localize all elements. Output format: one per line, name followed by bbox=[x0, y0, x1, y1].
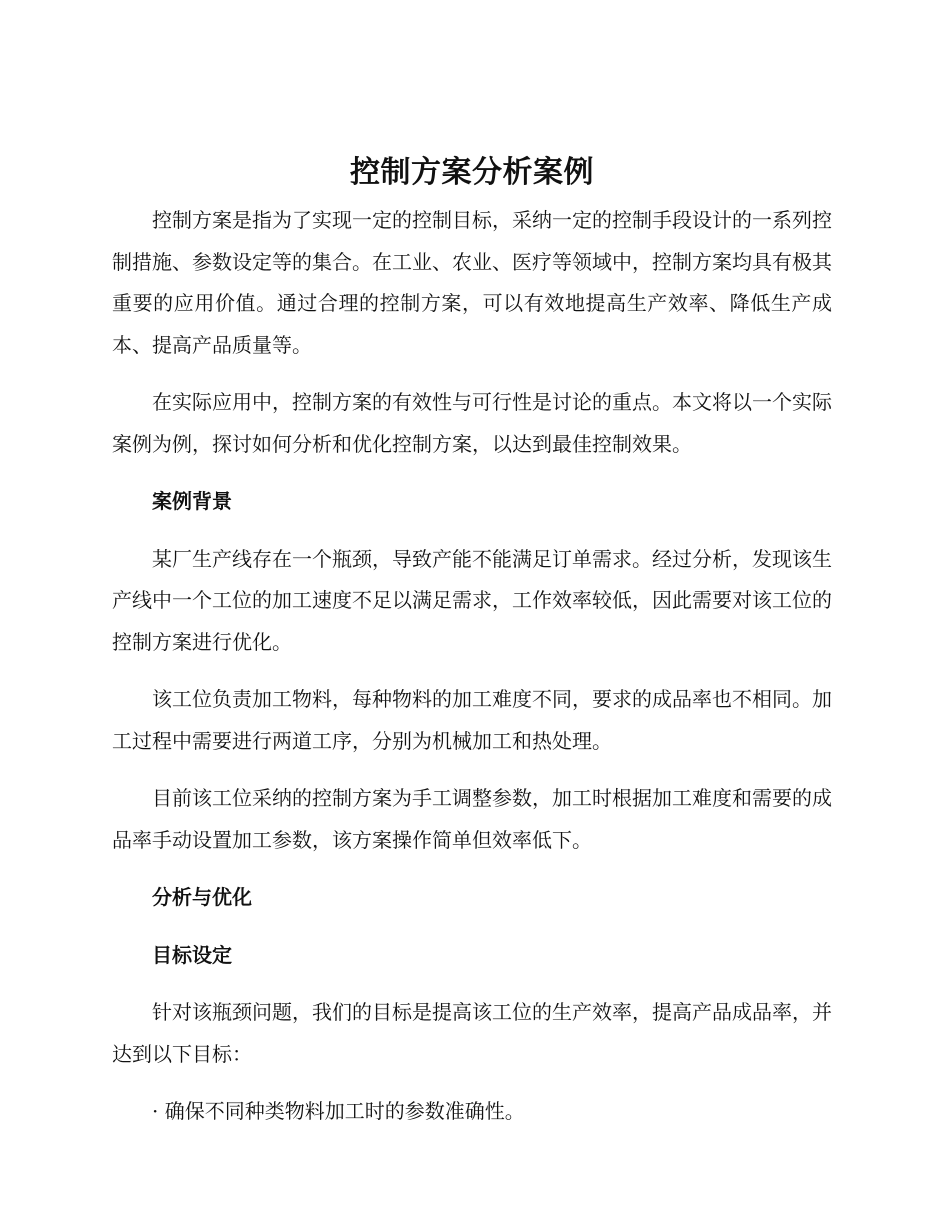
subsection-heading-goals: 目标设定 bbox=[152, 942, 232, 967]
list-item: · 确保不同种类物料加工时的参数准确性。 bbox=[152, 1099, 525, 1123]
section-heading-analysis: 分析与优化 bbox=[152, 885, 252, 909]
background-paragraph-3: 目前该工位采纳的控制方案为手工调整参数，加工时根据加工难度和需要的成品率手动设置加工参数，该方案操作简单但效率低下。 bbox=[112, 786, 832, 852]
background-paragraph-1: 某厂生产线存在一个瓶颈，导致产能不能满足订单需求。经过分析，发现该生产线中一个工位的加工速度不足以满足需求，工作效率较低，因此需要对该工位的控制方案进行优化。 bbox=[112, 546, 832, 654]
document-body bbox=[112, 152, 832, 1133]
section-heading-background: 案例背景 bbox=[152, 489, 232, 513]
background-paragraph-2: 该工位负责加工物料，每种物料的加工难度不同，要求的成品率也不相同。加工过程中需要进行两道工序，分别为机械加工和热处理。 bbox=[112, 687, 832, 753]
intro-paragraph-2: 在实际应用中，控制方案的有效性与可行性是讨论的重点。本文将以一个实际案例为例，探讨如何分析和优化控制方案，以达到最佳控制效果。 bbox=[112, 390, 832, 456]
analysis-paragraph: 针对该瓶颈问题，我们的目标是提高该工位的生产效率，提高产品成品率，并达到以下目标： bbox=[112, 1000, 832, 1066]
intro-paragraph-1: 控制方案是指为了实现一定的控制目标，采纳一定的控制手段设计的一系列控制措施、参数设定等的集合。在工业、农业、医疗等领域中，控制方案均具有极其重要的应用价值。通过合理的控制方案，可以有效地提高生产效率、降低生产成本、提高产品质量等。 bbox=[112, 208, 832, 357]
document-title: 控制方案分析案例 bbox=[350, 155, 594, 190]
